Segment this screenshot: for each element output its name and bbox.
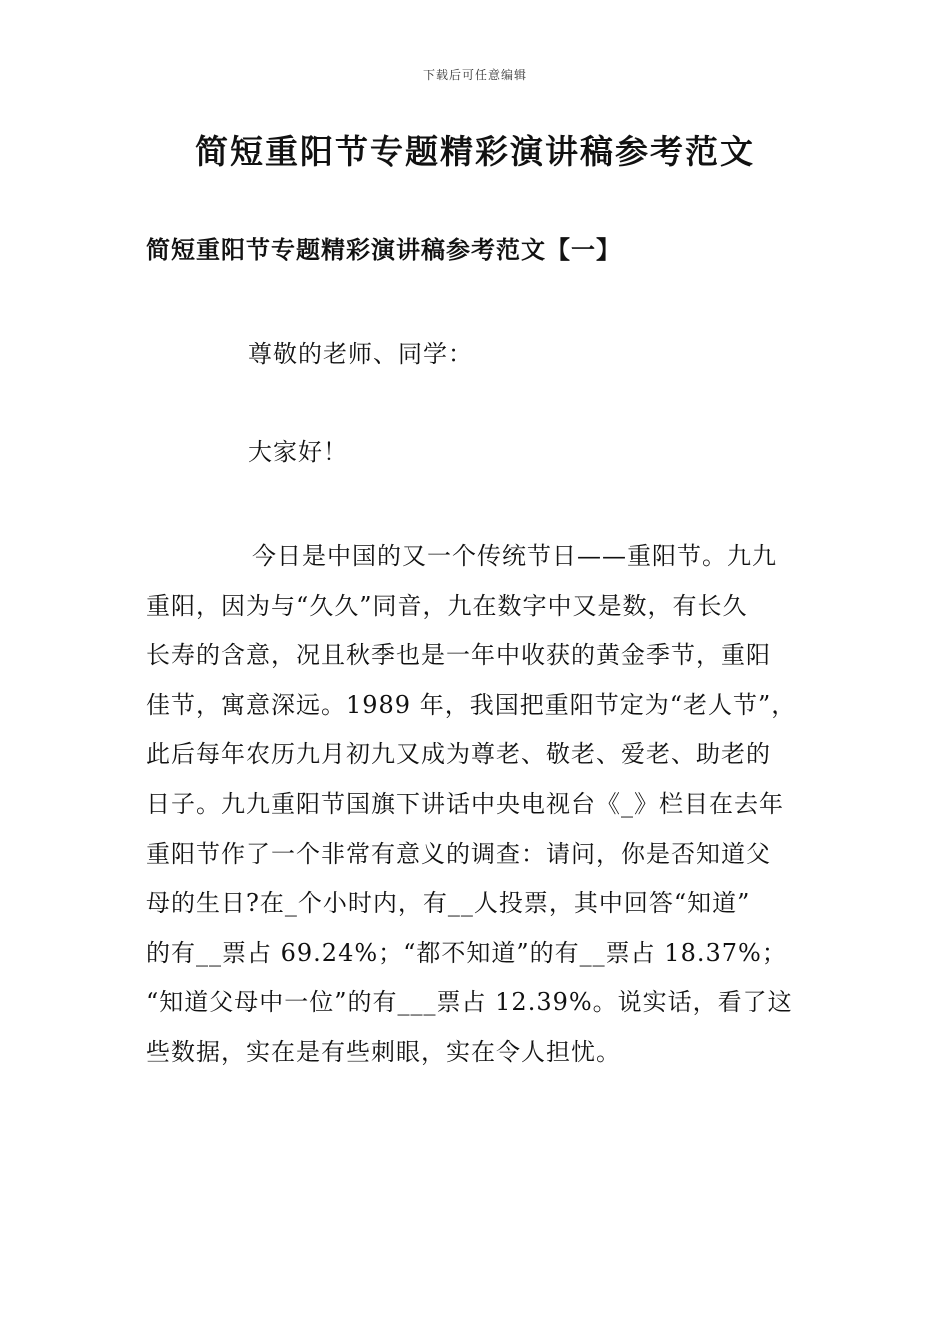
body-line: 些数据，实在是有些刺眼，实在令人担忧。 (146, 1037, 621, 1066)
greeting: 大家好！ (248, 438, 348, 466)
body-line: 母的生日?在_个小时内，有__人投票，其中回答“知道” (146, 889, 751, 918)
body-line: 重阳节作了一个非常有意义的调查：请问，你是否知道父 (146, 839, 771, 868)
section-heading: 简短重阳节专题精彩演讲稿参考范文【一】 (146, 235, 621, 264)
body-line: 此后每年农历九月初九又成为尊老、敬老、爱老、助老的 (146, 740, 771, 769)
document-title: 简短重阳节专题精彩演讲稿参考范文 (195, 132, 755, 171)
body-paragraph (146, 532, 826, 1078)
salutation: 尊敬的老师、同学： (248, 340, 473, 368)
body-line: 长寿的含意，况且秋季也是一年中收获的黄金季节，重阳 (146, 641, 771, 670)
body-line: 佳节，寓意深远。1989 年，我国把重阳节定为“老人节”， (146, 690, 797, 719)
body-line: 重阳，因为与“久久”同音，九在数字中又是数，有长久 (146, 591, 748, 620)
body-line: “知道父母中一位”的有___票占 12.39%。说实话，看了这 (146, 988, 793, 1017)
header-note: 下载后可任意编辑 (422, 68, 527, 82)
body-line: 日子。九九重阳节国旗下讲话中央电视台《_》栏目在去年 (146, 789, 784, 818)
body-line: 今日是中国的又一个传统节日——重阳节。九九 (252, 542, 777, 570)
body-line: 的有__票占 69.24%；“都不知道”的有__票占 18.37%； (146, 938, 787, 967)
